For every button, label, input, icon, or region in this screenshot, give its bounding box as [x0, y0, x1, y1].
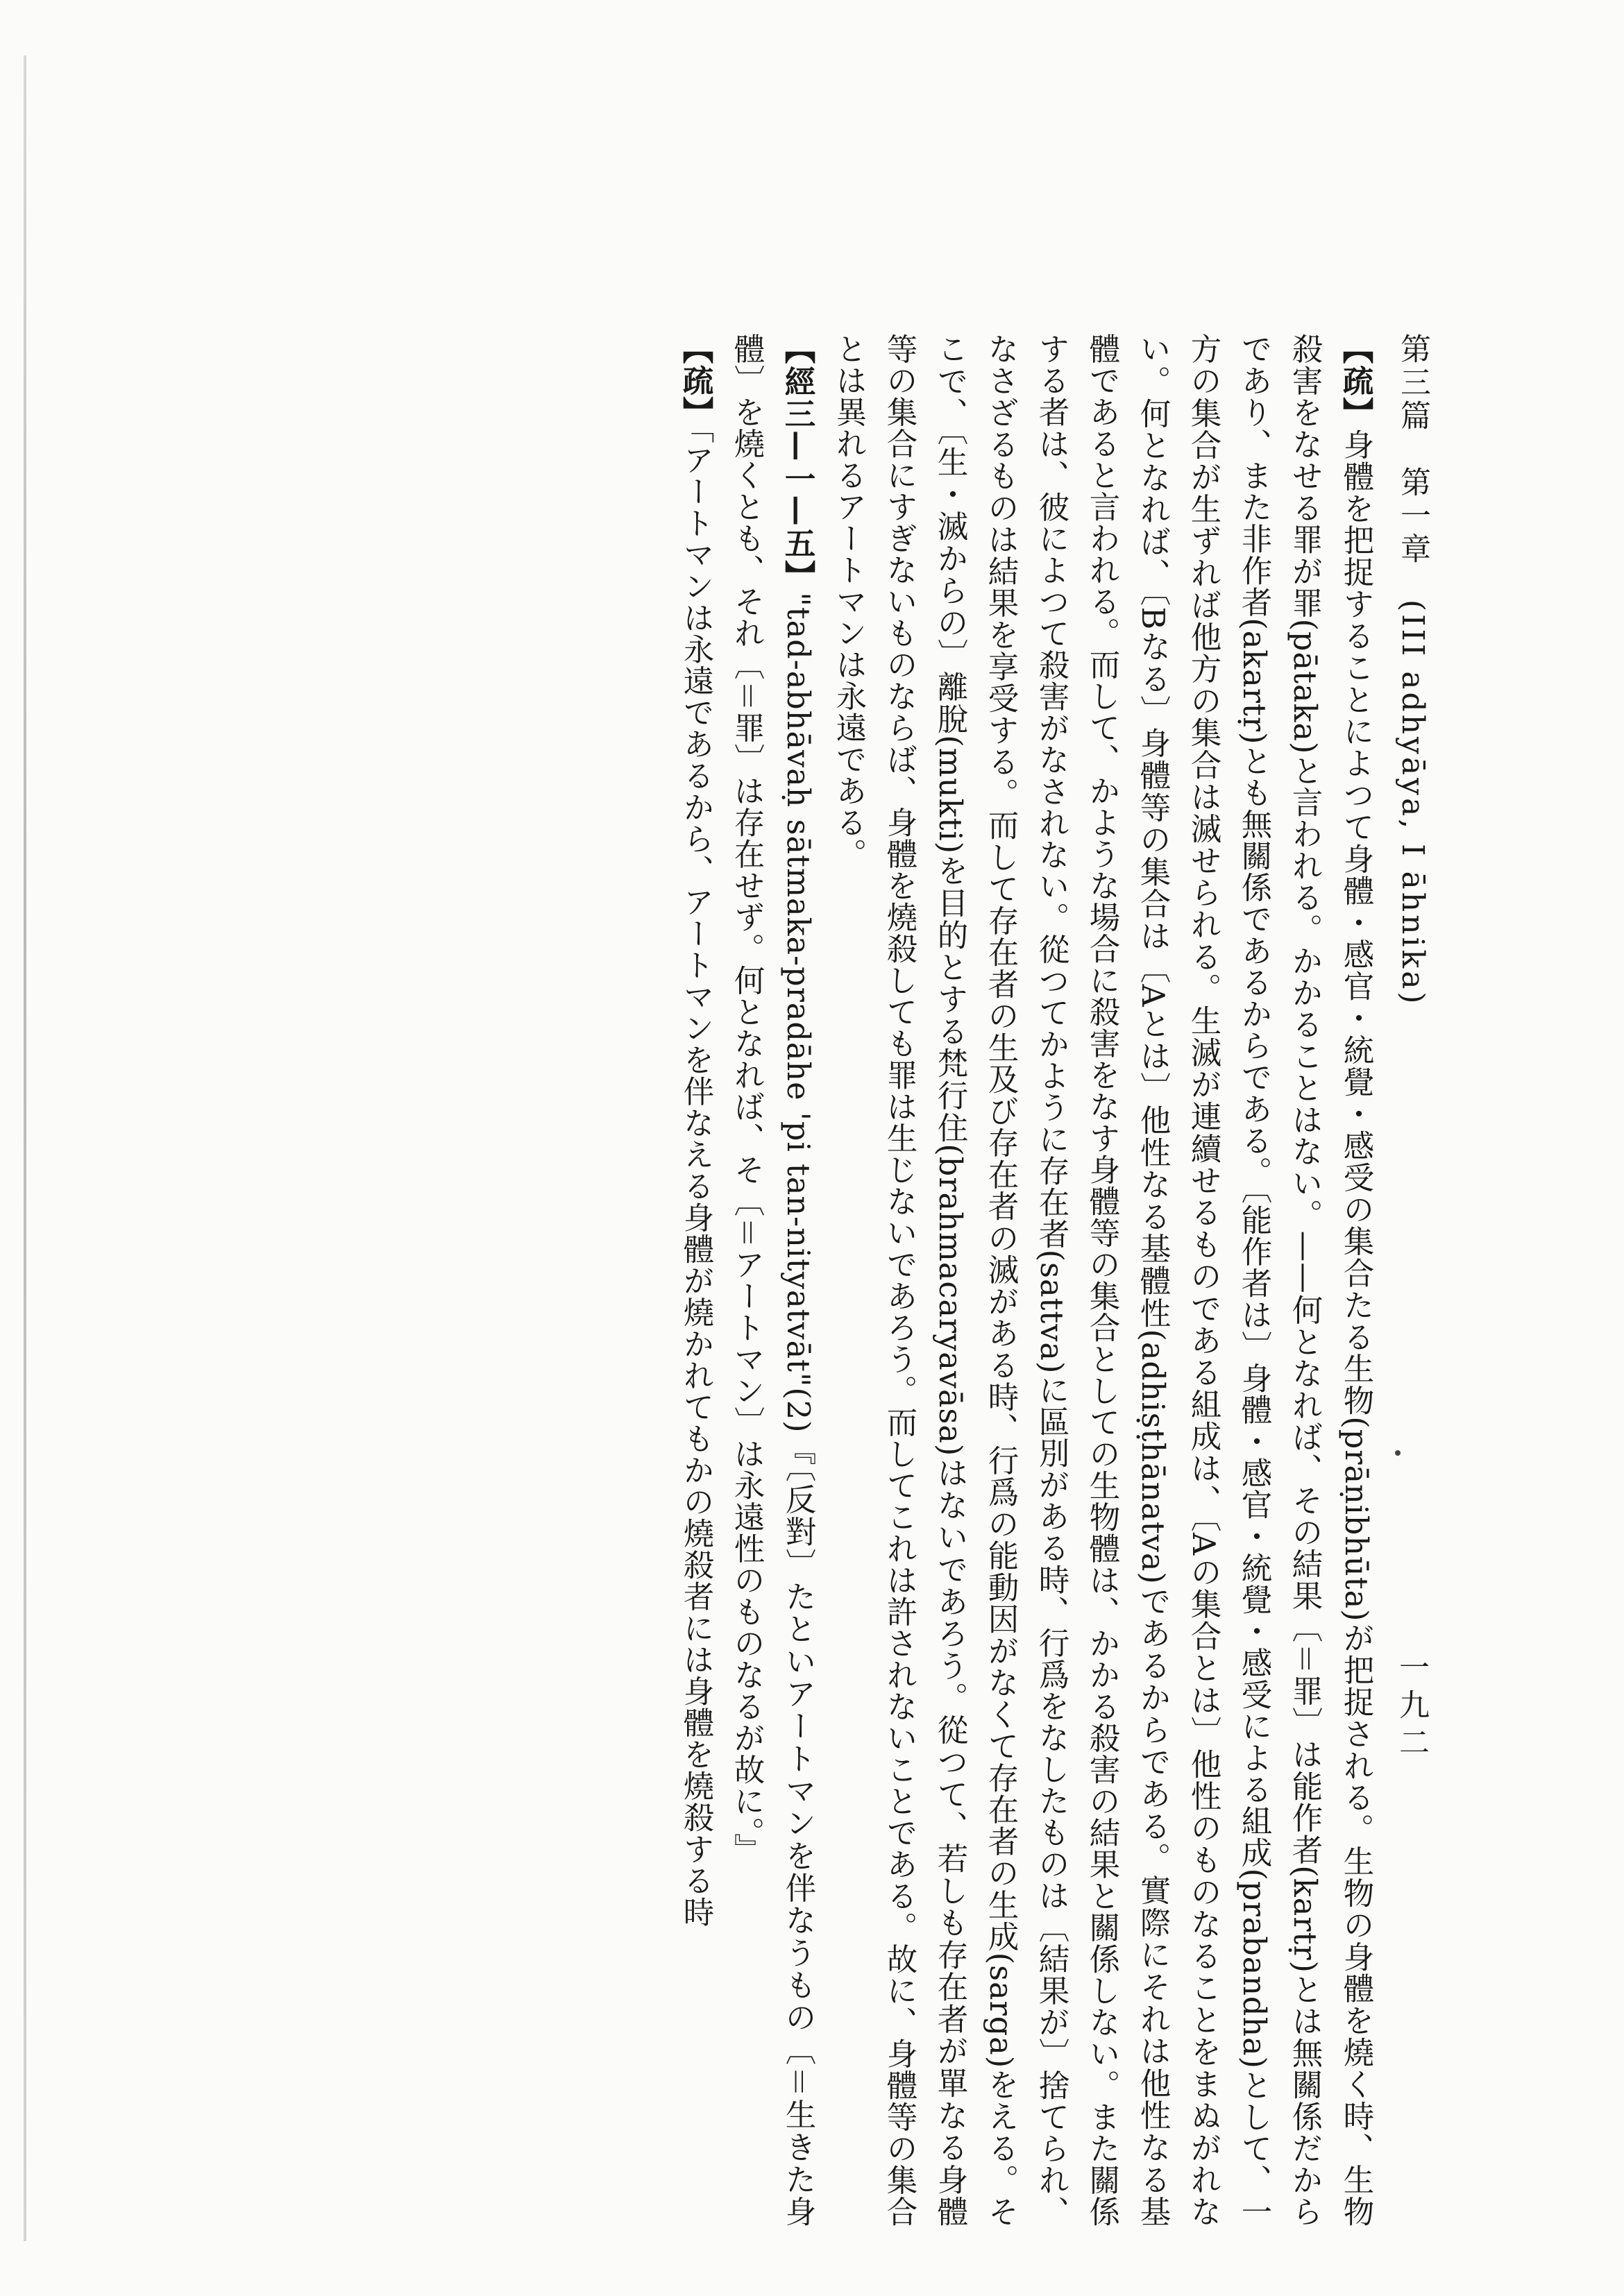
paragraph-text: 身體を把捉することによつて身體・感官・統覺・感受の集合たる生物(prāṇibhūta)が把捉される。生物の身體を燒く時、生物殺害をなせる罪が罪(pātaka)と言われる。かかることはない。——何となれば、その結果〔＝罪〕は能作者(kartṛ)とは無關係だからであり、また非作者(akartṛ)とも無關係であるからである。〔能作者は〕身體・感官・統覺・感受による組成(prabandha)として、一方の集合が生ずれば他方の集合は滅せられる。生滅が連續せるものである組成は、〔Aの集合とは〕他性のものなることをまぬがれない。何となれば、〔Bなる〕身體等の集合は〔Aとは〕他性なる基體性(adhiṣṭhānatva)であるからである。實際にそれは他性なる基體であると言われる。而して、かような場合に殺害をなす身體等の集合としての生物體は、かかる殺害の結果と關係しない。また關係する者は、彼によつて殺害がなされない。從つてかように存在者(sattva)に區別がある時、行爲をなしたものは〔結果が〕捨てられ、なさざるものは結果を享受する。而して存在者の生及び存在者の滅がある時、行爲の能動因がなくて存在者の生成(sarga)をえる。そこで、〔生・滅からの〕離脫(mukti)を目的とする梵行住(brahmacaryavāsa)はないであろう。從つて、若しも存在者が單なる身體等の集合にすぎないものならば、身體を燒殺しても罪は生じないであろう。而してこれは許されないことである。故に、身體等の集合とは異れるアートマンは永遠である。 [831, 333, 1373, 2228]
sutra-paragraph [721, 333, 823, 2227]
body-text [670, 333, 1381, 2227]
ink-dot [1395, 1450, 1401, 1456]
commentary-paragraph [670, 333, 721, 2227]
paragraph-label: 【經三—一—五】 [779, 333, 815, 593]
page-number: 一九二 [1394, 1651, 1429, 1764]
paragraph-label: 【疏】 [1337, 333, 1373, 429]
paragraph-text: 「アートマンは永遠であるから、アートマンを伴なえる身體が燒かれてもかの燒殺者には身體を燒殺する時 [678, 427, 713, 1928]
commentary-paragraph [823, 333, 1381, 2227]
binding-edge [24, 56, 26, 2241]
paragraph-label: 【疏】 [677, 333, 713, 428]
paragraph-text: "tad-abhāvaḥ sātmaka-pradāhe 'pi tan-nityatvāt"(2)『〔反對〕たといアートマンを伴なうもの〔＝生きた身體〕を燒くとも、それ〔＝罪〕は存在せず。何となれば、そ〔＝アートマン〕は永遠性のものなるが故に。』 [729, 333, 815, 2227]
running-header: 第三篇 第一章 (III adhyāya, I āhnika) [1395, 333, 1430, 1007]
